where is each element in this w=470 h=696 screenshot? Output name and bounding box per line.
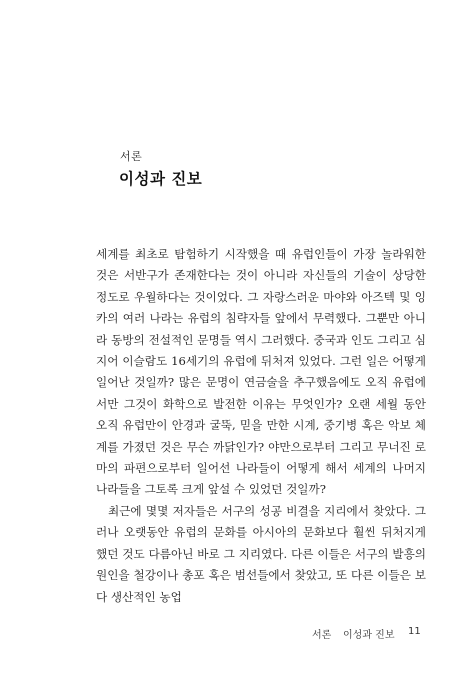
page-footer <box>0 626 470 642</box>
chapter-label: 서론 <box>120 150 143 163</box>
chapter-title: 이성과 진보 <box>119 170 203 188</box>
body-text <box>96 244 426 608</box>
paragraph-2: 최근에 몇몇 저자들은 서구의 성공 비결을 지리에서 찾았다. 그러나 오랫동안 유럽의 문화를 아시아의 문화보다 훨씬 뒤처지게 했던 것도 다름아닌 바로 그 지리였다. 다른 이들은 서구의 발흥의 원인을 철강이나 총포 혹은 범선들에서 찾았고, 또 다른 이들은 보다 생산적인 농업 <box>96 503 426 604</box>
paragraph-1: 세계를 최초로 탐험하기 시작했을 때 유럽인들이 가장 놀라워한 것은 서반구가 존재한다는 것이 아니라 자신들의 기술이 상당한 정도로 우월하다는 것이었다. 그 자랑스러운 마야와 아즈텍 및 잉카의 여러 나라는 유럽의 침략자들 앞에서 무력했다. 그뿐만 아니라 동방의 전설적인 문명들 역시 그러했다. 중국과 인도 그리고 심지어 이슬람도 16세기의 유럽에 뒤처져 있었다. 그런 일은 어떻게 일어난 것일까? 많은 문명이 연금술을 추구했음에도 오직 유럽에서만 그것이 화학으로 발전한 이유는 무엇인가? 오랜 세월 동안 오직 유럽만이 안경과 굴뚝, 믿을 만한 시계, 중기병 혹은 악보 체계를 가졌던 것은 무슨 까닭인가? 야만으로부터 그리고 무너진 로마의 파편으로부터 일어선 나라들이 어떻게 해서 세계의 나머지 나라들을 그토록 크게 앞설 수 있었던 것일까? <box>96 247 426 497</box>
footer-chapter-label: 서론 <box>312 630 332 641</box>
page-number: 11 <box>408 626 421 637</box>
footer-chapter-title: 이성과 진보 <box>343 630 395 641</box>
